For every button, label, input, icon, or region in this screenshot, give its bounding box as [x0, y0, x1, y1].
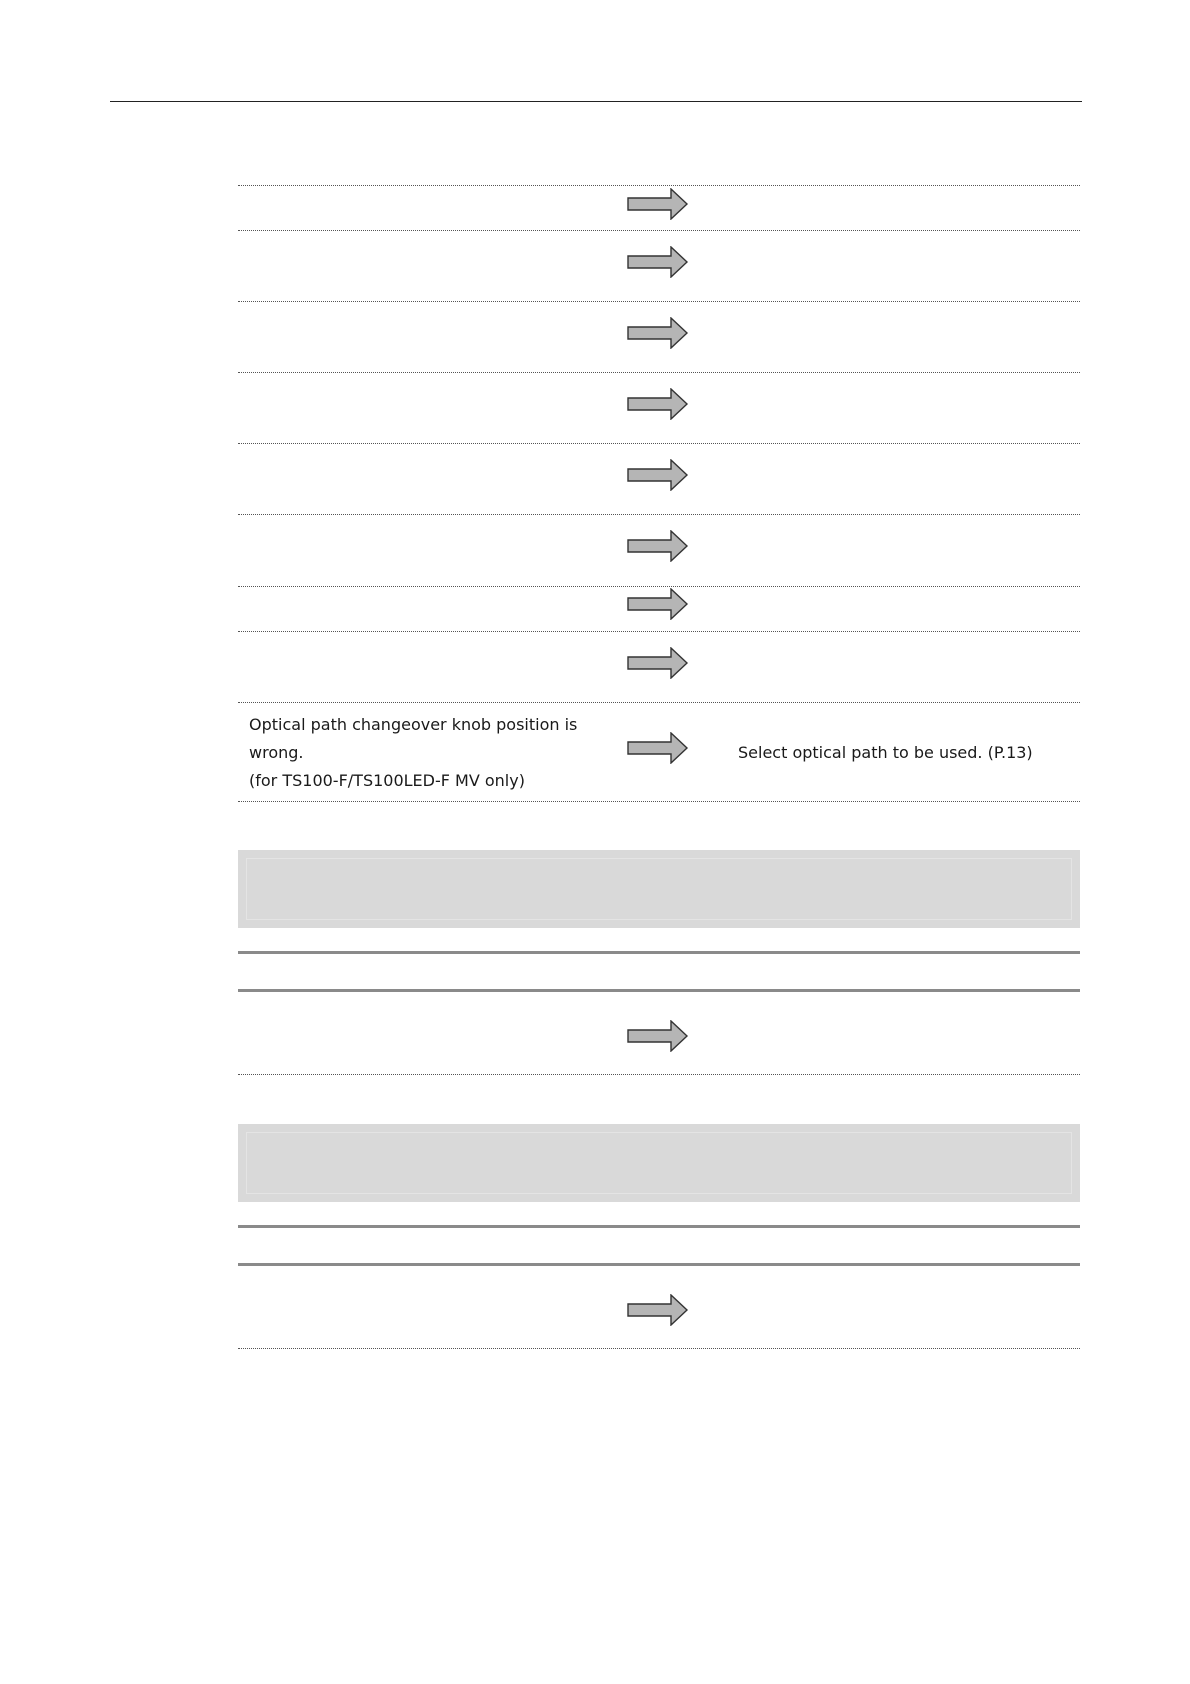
right-arrow-icon — [627, 459, 689, 491]
table-divider — [238, 1074, 1080, 1075]
remedy-cell: Select optical path to be used. (P.13) — [738, 743, 1033, 762]
header-rule — [110, 101, 1082, 102]
table-divider — [238, 185, 1080, 186]
cause-line: Optical path changeover knob position is — [249, 715, 578, 734]
right-arrow-icon — [627, 388, 689, 420]
table-divider — [238, 372, 1080, 373]
right-arrow-icon — [627, 246, 689, 278]
table-divider — [238, 1348, 1080, 1349]
right-arrow-icon — [627, 1294, 689, 1326]
table-divider — [238, 443, 1080, 444]
cause-line: (for TS100-F/TS100LED-F MV only) — [249, 771, 525, 790]
cause-cell — [249, 711, 594, 795]
right-arrow-icon — [627, 317, 689, 349]
right-arrow-icon — [627, 530, 689, 562]
section-heading-box — [238, 850, 1080, 928]
right-arrow-icon — [627, 1020, 689, 1052]
table-header-rule — [238, 1263, 1080, 1266]
table-header-rule — [238, 1225, 1080, 1228]
table-divider — [238, 230, 1080, 231]
cause-line: wrong. — [249, 743, 304, 762]
right-arrow-icon — [627, 588, 689, 620]
table-divider — [238, 586, 1080, 587]
table-divider — [238, 301, 1080, 302]
table-header-rule — [238, 951, 1080, 954]
table-header-rule — [238, 989, 1080, 992]
table-divider — [238, 702, 1080, 703]
right-arrow-icon — [627, 188, 689, 220]
right-arrow-icon — [627, 647, 689, 679]
right-arrow-icon — [627, 732, 689, 764]
table-divider — [238, 514, 1080, 515]
section-heading-box — [238, 1124, 1080, 1202]
table-divider — [238, 801, 1080, 802]
table-divider — [238, 631, 1080, 632]
